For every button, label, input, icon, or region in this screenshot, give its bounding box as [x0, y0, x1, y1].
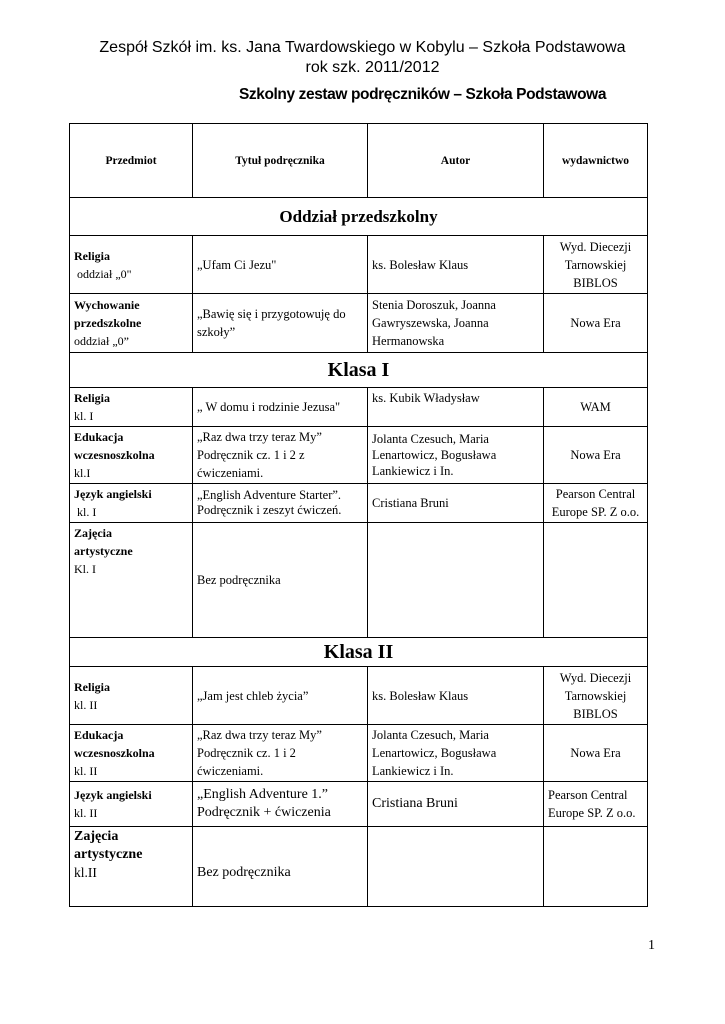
subject-name: Religia [74, 391, 110, 405]
table-row [70, 427, 648, 484]
subject-cell [70, 782, 193, 827]
table-row [70, 667, 648, 725]
subject-cell [70, 827, 193, 907]
title-cell: „Ufam Ci Jezu" [193, 236, 368, 294]
table-row [70, 388, 648, 427]
class-level: kl. II [74, 764, 98, 778]
title-cell: „Raz dwa trzy teraz My” Podręcznik cz. 1 i 2 z ćwiczeniami. [193, 427, 368, 484]
school-name-heading: Zespół Szkół im. ks. Jana Twardowskiego w Kobylu – Szkoła Podstawowa [99, 39, 626, 56]
publisher-cell [544, 523, 648, 638]
author-cell: Jolanta Czesuch, Maria Lenartowicz, Bogusława Lankiewicz i In. [368, 725, 544, 782]
subject-name: Religia [74, 248, 110, 263]
publisher-cell: Wyd. Diecezji Tarnowskiej BIBLOS [544, 667, 648, 725]
class-level: kl.II [74, 865, 97, 880]
subject-cell [70, 725, 193, 782]
column-header-author: Autor [368, 124, 544, 198]
title-cell: „ W domu i rodzinie Jezusa" [193, 388, 368, 427]
class-level: oddział „0” [74, 334, 129, 348]
subject-name: Religia [74, 679, 110, 694]
section-row [70, 198, 648, 236]
author-cell [368, 523, 544, 638]
subject-name: Zajęcia artystyczne [74, 526, 133, 558]
document-title: Szkolny zestaw podręczników – Szkoła Podstawowa [238, 86, 607, 103]
author-cell: ks. Bolesław Klaus [368, 667, 544, 725]
table-row [70, 782, 648, 827]
title-cell: „English Adventure Starter”. Podręcznik i zeszyt ćwiczeń. [193, 484, 368, 523]
subject-cell [70, 427, 193, 484]
section-title: Oddział przedszkolny [70, 198, 648, 236]
column-header-title: Tytuł podręcznika [193, 124, 368, 198]
publisher-cell [544, 827, 648, 907]
publisher-cell: Pearson Central Europe SP. Z o.o. [544, 782, 648, 827]
subject-cell [70, 388, 193, 427]
author-cell [368, 827, 544, 907]
class-level: kl. I [74, 409, 94, 423]
title-cell: Bez podręcznika [193, 523, 368, 638]
subject-name: Edukacja wczesnoszkolna [74, 728, 155, 760]
subject-cell [70, 294, 193, 353]
class-level: kl. II [74, 697, 98, 712]
class-level: kl. I [74, 505, 97, 519]
class-level: kl.I [74, 466, 91, 480]
title-cell: „English Adventure 1.” Podręcznik + ćwiczenia [193, 782, 368, 827]
publisher-cell: Nowa Era [544, 427, 648, 484]
author-cell: Stenia Doroszuk, Joanna Gawryszewska, Joanna Hermanowska [368, 294, 544, 353]
section-title: Klasa II [70, 638, 648, 667]
section-row [70, 353, 648, 388]
subject-name: Język angielski [74, 487, 152, 501]
title-cell: Bez podręcznika [193, 827, 368, 907]
author-cell: Cristiana Bruni [368, 484, 544, 523]
subject-name: Wychowanie przedszkolne [74, 298, 142, 330]
author-cell: ks. Bolesław Klaus [368, 236, 544, 294]
class-level: Kl. I [74, 562, 96, 576]
publisher-cell: Pearson Central Europe SP. Z o.o. [544, 484, 648, 523]
school-year-heading: rok szk. 2011/2012 [305, 59, 440, 76]
table-row [70, 827, 648, 907]
publisher-cell: WAM [544, 388, 648, 427]
table-header-row [70, 124, 648, 198]
subject-name: Język angielski [74, 788, 152, 802]
table-row [70, 725, 648, 782]
page-number: 1 [648, 938, 655, 953]
subject-cell [70, 667, 193, 725]
publisher-cell: Wyd. Diecezji Tarnowskiej BIBLOS [544, 236, 648, 294]
subject-name: Edukacja wczesnoszkolna [74, 430, 155, 462]
column-header-publisher: wydawnictwo [544, 124, 648, 198]
publisher-cell: Nowa Era [544, 725, 648, 782]
title-cell: „Raz dwa trzy teraz My” Podręcznik cz. 1 i 2 ćwiczeniami. [193, 725, 368, 782]
title-cell: „Jam jest chleb życia” [193, 667, 368, 725]
column-header-subject: Przedmiot [70, 124, 193, 198]
table-row [70, 484, 648, 523]
section-row [70, 638, 648, 667]
author-cell: Jolanta Czesuch, Maria Lenartowicz, Bogusława Lankiewicz i In. [368, 427, 544, 484]
textbook-table [69, 123, 648, 907]
class-level: kl. II [74, 806, 98, 820]
author-cell: Cristiana Bruni [368, 782, 544, 827]
table-row [70, 523, 648, 638]
author-cell: ks. Kubik Władysław [368, 388, 544, 427]
class-level: oddział „0" [74, 266, 132, 281]
table-row [70, 236, 648, 294]
publisher-cell: Nowa Era [544, 294, 648, 353]
subject-cell [70, 484, 193, 523]
subject-name: Zajęcia artystyczne [74, 829, 143, 862]
table-row [70, 294, 648, 353]
subject-cell [70, 236, 193, 294]
title-cell: „Bawię się i przygotowuję do szkoły” [193, 294, 368, 353]
subject-cell [70, 523, 193, 638]
section-title: Klasa I [70, 353, 648, 388]
